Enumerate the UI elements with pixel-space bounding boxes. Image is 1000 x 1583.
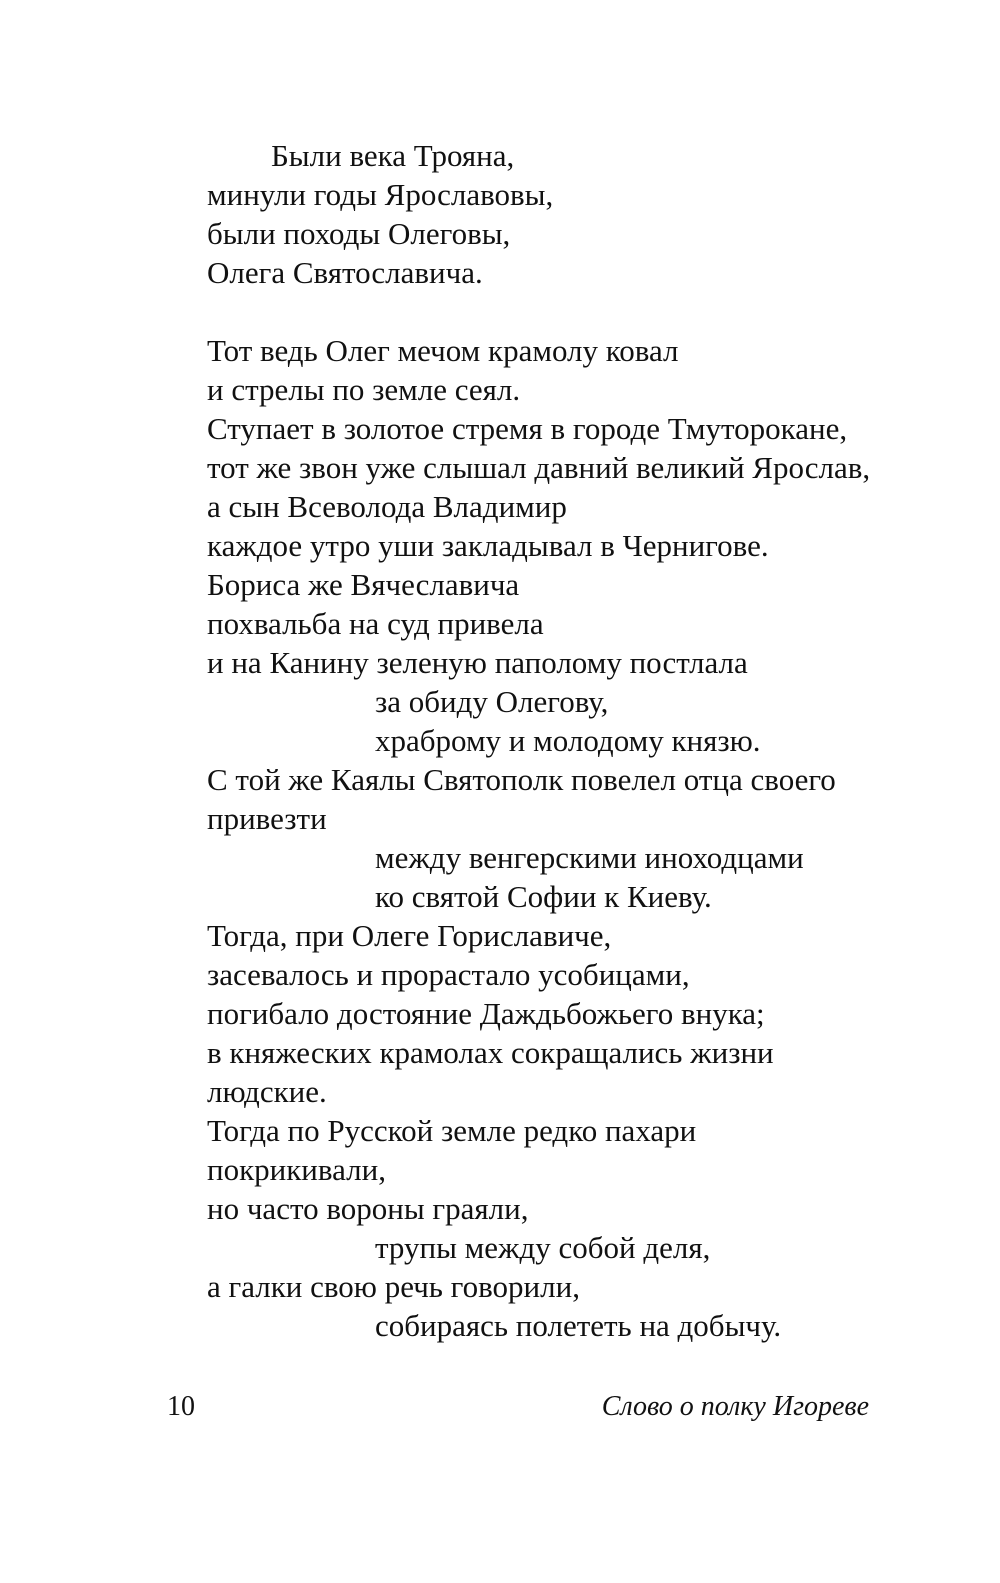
poem-line-indented: ко святой Софии к Киеву.: [375, 879, 712, 914]
poem-line: были походы Олеговы,: [207, 216, 511, 251]
poem-line: людские.: [207, 1074, 327, 1109]
poem-line: Ступает в золотое стремя в городе Тмуторокане,: [207, 411, 848, 446]
page-number: 10: [167, 1391, 195, 1422]
poem-line: погибало достояние Даждьбожьего внука;: [207, 996, 765, 1031]
poem-line: привезти: [207, 801, 327, 836]
poem-line: а галки свою речь говорили,: [207, 1269, 580, 1304]
poem-line: Тогда, при Олеге Гориславиче,: [207, 918, 612, 953]
poem-line: тот же звон уже слышал давний великий Ярослав,: [207, 450, 871, 485]
poem-text: [207, 136, 907, 1345]
page-footer: [167, 1389, 869, 1425]
running-title: Слово о полку Игореве: [601, 1391, 869, 1422]
poem-line: каждое утро уши закладывал в Чернигове.: [207, 528, 769, 563]
poem-line: минули годы Ярославовы,: [207, 177, 554, 212]
stanza-break: [207, 292, 907, 331]
poem-line-indented: за обиду Олегову,: [375, 684, 609, 719]
poem-line: похвальба на суд привела: [207, 606, 544, 641]
poem-line: Бориса же Вячеславича: [207, 567, 520, 602]
poem-line: Тогда по Русской земле редко пахари: [207, 1113, 697, 1148]
poem-line: и на Канину зеленую паполому постлала: [207, 645, 748, 680]
poem-line: засевалось и прорастало усобицами,: [207, 957, 690, 992]
poem-line: Олега Святославича.: [207, 255, 483, 290]
poem-line: а сын Всеволода Владимир: [207, 489, 567, 524]
poem-line: в княжеских крамолах сокращались жизни: [207, 1035, 774, 1070]
poem-line-indented: собираясь полететь на добычу.: [375, 1308, 782, 1343]
poem-line: Тот ведь Олег мечом крамолу ковал: [207, 333, 679, 368]
poem-line: Были века Трояна,: [271, 138, 515, 173]
poem-line: покрикивали,: [207, 1152, 386, 1187]
poem-line-indented: между венгерскими иноходцами: [375, 840, 804, 875]
poem-line: но часто вороны граяли,: [207, 1191, 529, 1226]
poem-line: и стрелы по земле сеял.: [207, 372, 521, 407]
poem-line-indented: трупы между собой деля,: [375, 1230, 711, 1265]
poem-line: С той же Каялы Святополк повелел отца своего: [207, 762, 836, 797]
poem-line-indented: храброму и молодому князю.: [375, 723, 761, 758]
